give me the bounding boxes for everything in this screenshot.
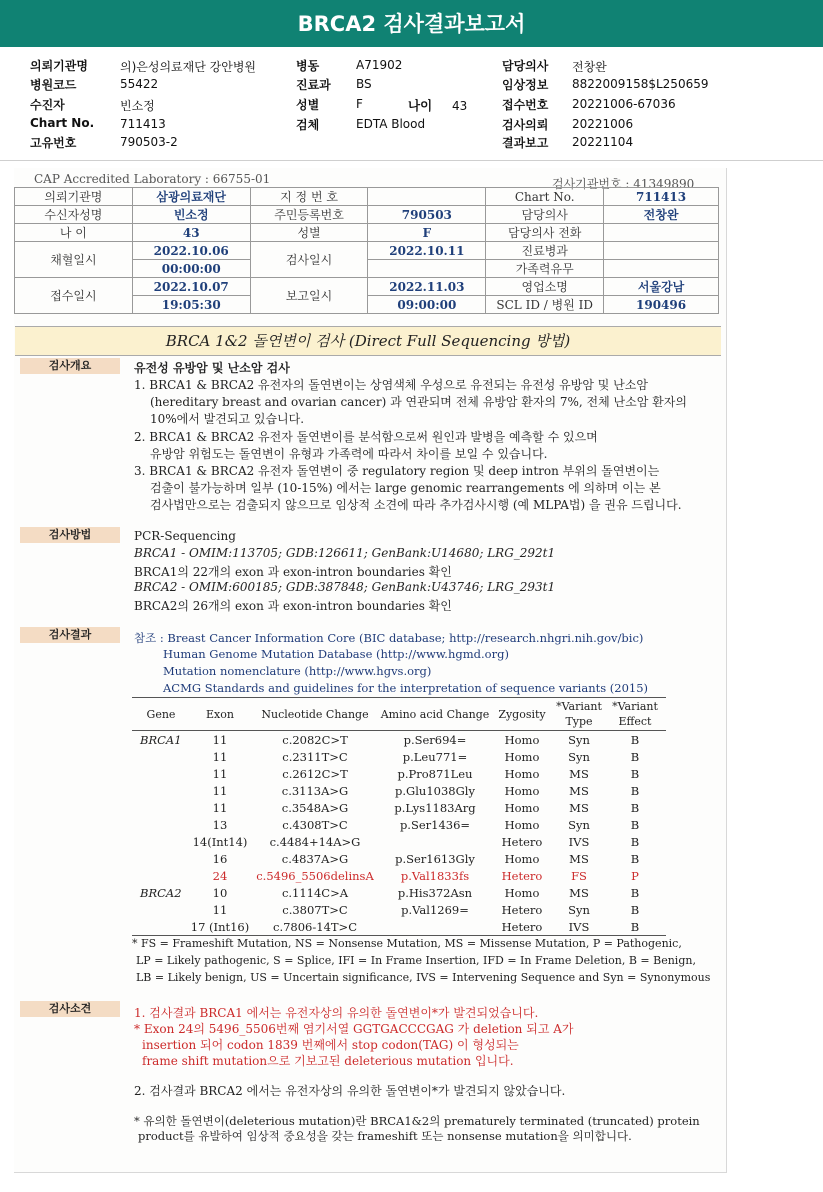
info-value: 711413 <box>604 188 719 206</box>
variant-row <box>132 799 666 816</box>
variant-cell-zyg: Homo <box>504 817 540 832</box>
header-label: 병동 <box>296 59 320 73</box>
info-cell: 담당의사 <box>486 206 604 224</box>
variant-row <box>132 918 666 936</box>
test-banner: BRCA 1&2 돌연변이 검사 (Direct Full Sequencing 방법) <box>15 326 721 356</box>
overview-heading: 유전성 유방암 및 난소암 검사 <box>134 361 290 375</box>
opinion-note: product를 유발하여 임상적 중요성을 갖는 frameshift 또는 nonsense mutation을 의미합니다. <box>138 1129 632 1143</box>
variant-cell-type: Syn <box>568 749 590 764</box>
overview-line: 10%에서 발견되고 있습니다. <box>150 412 305 426</box>
variant-cell-zyg: Hetero <box>501 868 543 883</box>
variant-cell-effect: B <box>630 800 640 815</box>
variant-cell-exon: 11 <box>212 800 228 815</box>
lab-number: 검사기관번호 : 41349890 <box>552 177 695 191</box>
footnote-line: LB = Likely benign, US = Uncertain significance, IVS = Intervening Sequence and Syn = Synonymous <box>136 971 711 984</box>
method-line: BRCA2의 26개의 exon 과 exon-intron boundaries 확인 <box>134 599 452 613</box>
method-line: BRCA1 - OMIM:113705; GDB:126611; GenBank:U14680; LRG_292t1 <box>134 546 556 560</box>
opinion-red-line: 1. 검사결과 BRCA1 에서는 유전자상의 유의한 돌연변이*가 발견되었습니다. <box>134 1006 539 1020</box>
variant-cell-nt: c.2082C>T <box>282 732 348 747</box>
opinion-label: 검사소견 <box>20 1001 120 1017</box>
info-value <box>368 260 486 278</box>
variant-row <box>132 884 666 901</box>
info-cell: 의뢰기관명 <box>15 188 133 206</box>
info-value: F <box>368 224 486 242</box>
variant-cell-aa: p.Ser694= <box>403 732 467 747</box>
variant-cell-aa: p.Leu771= <box>402 749 468 764</box>
variant-cell-zyg: Homo <box>504 783 540 798</box>
variant-cell-exon: 24 <box>212 868 228 883</box>
variant-cell-gene <box>132 799 190 816</box>
variant-table <box>132 697 666 936</box>
overview-line: 1. BRCA1 & BRCA2 유전자의 돌연변이는 상염색체 우성으로 유전되는 유전성 유방암 및 난소암 <box>134 378 648 392</box>
variant-cell-nt: c.7806-14T>C <box>250 918 380 936</box>
info-cell: 가족력유무 <box>486 260 604 278</box>
variant-cell-exon: 11 <box>212 766 228 781</box>
variant-cell-effect: B <box>630 783 640 798</box>
age-label: 나이 <box>408 98 433 113</box>
info-value: 190496 <box>604 296 719 314</box>
opinion-line-2: 2. 검사결과 BRCA2 에서는 유전자상의 유의한 돌연변이*가 발견되지 않았습니다. <box>134 1084 566 1098</box>
header-value: 790503-2 <box>120 135 178 149</box>
variant-cell-gene: BRCA2 <box>140 885 182 900</box>
header-value: 의)은성의료재단 강안병원 <box>120 60 257 74</box>
variant-row <box>132 731 666 749</box>
header-label: 접수번호 <box>502 98 549 112</box>
reference-line: Human Genome Mutation Database (http://www.hgmd.org) <box>163 647 509 661</box>
method-line: BRCA1의 22개의 exon 과 exon-intron boundaries 확인 <box>134 565 452 579</box>
variant-cell-type: MS <box>569 766 589 781</box>
column-header: Exon <box>190 698 250 731</box>
variant-row <box>132 782 666 799</box>
variant-cell-aa: p.Val1833fs <box>400 868 470 883</box>
variant-cell-type: IVS <box>554 918 604 936</box>
variant-cell-nt: c.2311T>C <box>282 749 348 764</box>
header-label: 임상정보 <box>502 78 549 92</box>
variant-cell-zyg: Homo <box>504 800 540 815</box>
result-label: 검사결과 <box>20 627 120 643</box>
variant-row <box>132 850 666 867</box>
header-label: 병원코드 <box>30 78 77 92</box>
variant-cell-exon: 13 <box>212 817 228 832</box>
variant-cell-aa: p.Ser1436= <box>399 817 471 832</box>
patient-info-table <box>14 187 719 314</box>
info-value: 2022.10.06 <box>132 242 250 260</box>
info-value: 09:00:00 <box>368 296 486 314</box>
overview-line: 유방암 위험도는 돌연변이 유형과 가족력에 따라서 차이를 보일 수 있습니다. <box>150 447 548 461</box>
variant-cell-gene <box>132 782 190 799</box>
header-value: F <box>356 97 363 111</box>
variant-cell-gene <box>132 918 190 936</box>
method-line: BRCA2 - OMIM:600185; GDB:387848; GenBank:U43746; LRG_293t1 <box>134 580 556 594</box>
variant-row <box>132 901 666 918</box>
variant-cell-zyg: Homo <box>504 885 540 900</box>
variant-cell-nt: c.1114C>A <box>281 885 349 900</box>
variant-cell-exon: 11 <box>212 732 228 747</box>
variant-cell-type: Syn <box>568 817 590 832</box>
overview-line: 검사법만으로는 검출되지 않으므로 임상적 소견에 따라 추가검사시행 (예 MLPA법) 을 권유 드립니다. <box>150 498 682 512</box>
variant-cell-aa <box>380 833 490 850</box>
opinion-red-line: insertion 되어 codon 1839 번째에서 stop codon(TAG) 이 형성되는 <box>142 1038 519 1052</box>
variant-cell-type: Syn <box>568 902 590 917</box>
variant-cell-zyg: Hetero <box>501 834 543 849</box>
report-title: BRCA2 검사결과보고서 <box>0 0 823 47</box>
header-value: 711413 <box>120 117 166 131</box>
info-value: 790503 <box>368 206 486 224</box>
info-cell: 성별 <box>250 224 368 242</box>
variant-cell-aa: p.Glu1038Gly <box>395 783 475 798</box>
variant-cell-type: MS <box>569 800 589 815</box>
info-cell: 담당의사 전화 <box>486 224 604 242</box>
opinion-note: * 유의한 돌연변이(deleterious mutation)란 BRCA1&2의 prematurely terminated (truncated) protein <box>134 1114 700 1128</box>
info-value: 빈소정 <box>132 206 250 224</box>
variant-cell-effect: B <box>630 749 640 764</box>
header-value: 전창완 <box>572 60 607 74</box>
variant-cell-gene <box>132 833 190 850</box>
variant-cell-gene <box>132 901 190 918</box>
footnote-line: LP = Likely pathogenic, S = Splice, IFI = In Frame Insertion, IFD = In Frame Deletion, B = Benign, <box>136 954 696 967</box>
variant-row <box>132 833 666 850</box>
header-label: 검사의뢰 <box>502 118 549 132</box>
variant-cell-aa: p.Val1269= <box>401 902 469 917</box>
variant-cell-aa: p.His372Asn <box>397 885 473 900</box>
variant-cell-type: Syn <box>568 732 590 747</box>
variant-cell-effect: B <box>630 732 640 747</box>
column-header: Nucleotide Change <box>250 698 380 731</box>
variant-cell-nt: c.2612C>T <box>282 766 348 781</box>
header-value: EDTA Blood <box>356 117 426 131</box>
variant-cell-effect: B <box>630 766 640 781</box>
variant-cell-aa <box>380 918 490 936</box>
info-cell: 수신자성명 <box>15 206 133 224</box>
column-header: Zygosity <box>490 698 554 731</box>
variant-cell-aa: p.Pro871Leu <box>397 766 473 781</box>
header-label: 수진자 <box>30 98 65 112</box>
variant-cell-zyg: Hetero <box>501 902 543 917</box>
header-value: 20221104 <box>572 135 634 149</box>
variant-cell-zyg: Homo <box>504 766 540 781</box>
header-divider <box>0 160 823 161</box>
header-label: 의뢰기관명 <box>30 59 88 73</box>
variant-cell-nt: c.5496_5506delinsA <box>256 868 374 883</box>
variant-cell-type: MS <box>569 783 589 798</box>
variant-row <box>132 765 666 782</box>
header-label: 진료과 <box>296 78 331 92</box>
opinion-red-line: * Exon 24의 5496_5506번째 염기서열 GGTGACCCGAG 가 deletion 되고 A가 <box>134 1022 574 1036</box>
variant-cell-nt: c.3548A>G <box>281 800 349 815</box>
overview-line: 3. BRCA1 & BRCA2 유전자 돌연변이 중 regulatory region 및 deep intron 부위의 돌연변이는 <box>134 464 660 478</box>
overview-line: (hereditary breast and ovarian cancer) 과 연관되며 전체 유방암 환자의 7%, 전체 난소암 환자의 <box>150 395 687 409</box>
info-cell: 채혈일시 <box>15 242 133 278</box>
info-value: 2022.11.03 <box>368 278 486 296</box>
header-value: 빈소정 <box>120 99 155 113</box>
header-label: 성별 <box>296 98 320 112</box>
info-cell: 접수일시 <box>15 278 133 314</box>
age-value: 43 <box>451 99 468 113</box>
variant-cell-effect: B <box>630 902 640 917</box>
reference-line: ACMG Standards and guidelines for the interpretation of sequence variants (2015) <box>163 681 649 695</box>
variant-row <box>132 748 666 765</box>
variant-cell-effect: B <box>604 918 666 936</box>
variant-cell-effect: P <box>631 868 639 883</box>
header-value: 55422 <box>120 77 159 91</box>
overview-line: 2. BRCA1 & BRCA2 유전자 돌연변이를 분석함으로써 원인과 발병을 예측할 수 있으며 <box>134 430 598 444</box>
variant-cell-effect: B <box>630 885 640 900</box>
column-header: Amino acid Change <box>380 698 490 731</box>
info-value <box>368 188 486 206</box>
variant-cell-gene <box>132 816 190 833</box>
variant-cell-type: MS <box>569 885 589 900</box>
method-label: 검사방법 <box>20 527 120 543</box>
variant-cell-gene: BRCA1 <box>140 732 182 747</box>
header-value: BS <box>356 77 372 91</box>
info-cell: 주민등록번호 <box>250 206 368 224</box>
variant-cell-gene <box>132 867 190 884</box>
variant-cell-exon: 16 <box>212 851 228 866</box>
footnote-line: * FS = Frameshift Mutation, NS = Nonsense Mutation, MS = Missense Mutation, P = Pathogenic, <box>132 937 682 950</box>
header-label: Chart No. <box>30 116 95 130</box>
variant-cell-effect: B <box>630 834 640 849</box>
variant-cell-effect: B <box>630 817 640 832</box>
info-value <box>604 260 719 278</box>
info-cell: 나 이 <box>15 224 133 242</box>
variant-cell-exon: 14(Int14) <box>192 834 248 849</box>
variant-cell-aa: p.Lys1183Arg <box>394 800 476 815</box>
info-value <box>604 224 719 242</box>
info-value <box>604 242 719 260</box>
header-label: 고유번호 <box>30 136 77 150</box>
variant-cell-nt: c.4308T>C <box>282 817 348 832</box>
info-value: 43 <box>132 224 250 242</box>
method-line: PCR-Sequencing <box>134 529 236 543</box>
column-header: *Variant Type <box>554 698 604 731</box>
header-value: A71902 <box>356 58 403 72</box>
header-label: 담당의사 <box>502 59 549 73</box>
variant-cell-type: MS <box>569 851 589 866</box>
info-cell: Chart No. <box>486 188 604 206</box>
info-value: 00:00:00 <box>132 260 250 278</box>
info-cell: 영업소명 <box>486 278 604 296</box>
reference-line: 참조 : Breast Cancer Information Core (BIC database; http://research.nhgri.nih.gov/bic) <box>134 631 644 645</box>
info-value: 19:05:30 <box>132 296 250 314</box>
info-cell: SCL ID / 병원 ID <box>486 296 604 314</box>
variant-cell-zyg: Hetero <box>490 918 554 936</box>
variant-cell-zyg: Homo <box>504 732 540 747</box>
variant-cell-exon: 11 <box>212 783 228 798</box>
info-value: 전창완 <box>604 206 719 224</box>
info-cell: 보고일시 <box>250 278 368 314</box>
variant-cell-nt: c.4837A>G <box>281 851 349 866</box>
variant-cell-exon: 17 (Int16) <box>190 919 250 934</box>
variant-row <box>132 816 666 833</box>
variant-cell-nt: c.3807T>C <box>282 902 348 917</box>
info-cell: 지 정 번 호 <box>250 188 368 206</box>
header-label: 결과보고 <box>502 136 549 150</box>
header-value: 8822009158$L250659 <box>572 77 709 91</box>
info-cell: 진료병과 <box>486 242 604 260</box>
column-header: Gene <box>132 698 190 731</box>
variant-cell-zyg: Homo <box>504 851 540 866</box>
info-value: 2022.10.07 <box>132 278 250 296</box>
overview-label: 검사개요 <box>20 358 120 374</box>
variant-cell-gene <box>132 765 190 782</box>
variant-cell-exon: 11 <box>212 749 228 764</box>
opinion-red-line: frame shift mutation으로 기보고된 deleterious mutation 입니다. <box>142 1054 514 1068</box>
variant-cell-exon: 11 <box>212 902 228 917</box>
variant-cell-type: FS <box>571 868 587 883</box>
variant-cell-zyg: Homo <box>504 749 540 764</box>
cap-accreditation: CAP Accredited Laboratory : 66755-01 <box>34 172 271 186</box>
info-cell: 검사일시 <box>250 242 368 278</box>
variant-cell-nt: c.3113A>G <box>281 783 349 798</box>
header-value: 20221006-67036 <box>572 97 676 111</box>
info-value: 2022.10.11 <box>368 242 486 260</box>
age-field <box>408 96 467 114</box>
variant-cell-effect: B <box>630 851 640 866</box>
variant-cell-type: IVS <box>568 834 590 849</box>
variant-cell-gene <box>132 748 190 765</box>
info-value: 서울강남 <box>604 278 719 296</box>
header-value: 20221006 <box>572 117 634 131</box>
header-label: 검체 <box>296 118 320 132</box>
variant-cell-exon: 10 <box>212 885 228 900</box>
overview-line: 검출이 불가능하며 일부 (10-15%) 에서는 large genomic rearrangements 에 의하며 이는 본 <box>150 481 661 495</box>
variant-cell-aa: p.Ser1613Gly <box>395 851 475 866</box>
variant-cell-gene <box>132 850 190 867</box>
variant-cell-nt: c.4484+14A>G <box>269 834 361 849</box>
info-value: 삼광의료재단 <box>132 188 250 206</box>
column-header: *Variant Effect <box>604 698 666 731</box>
variant-row <box>132 867 666 884</box>
reference-line: Mutation nomenclature (http://www.hgvs.org) <box>163 664 432 678</box>
